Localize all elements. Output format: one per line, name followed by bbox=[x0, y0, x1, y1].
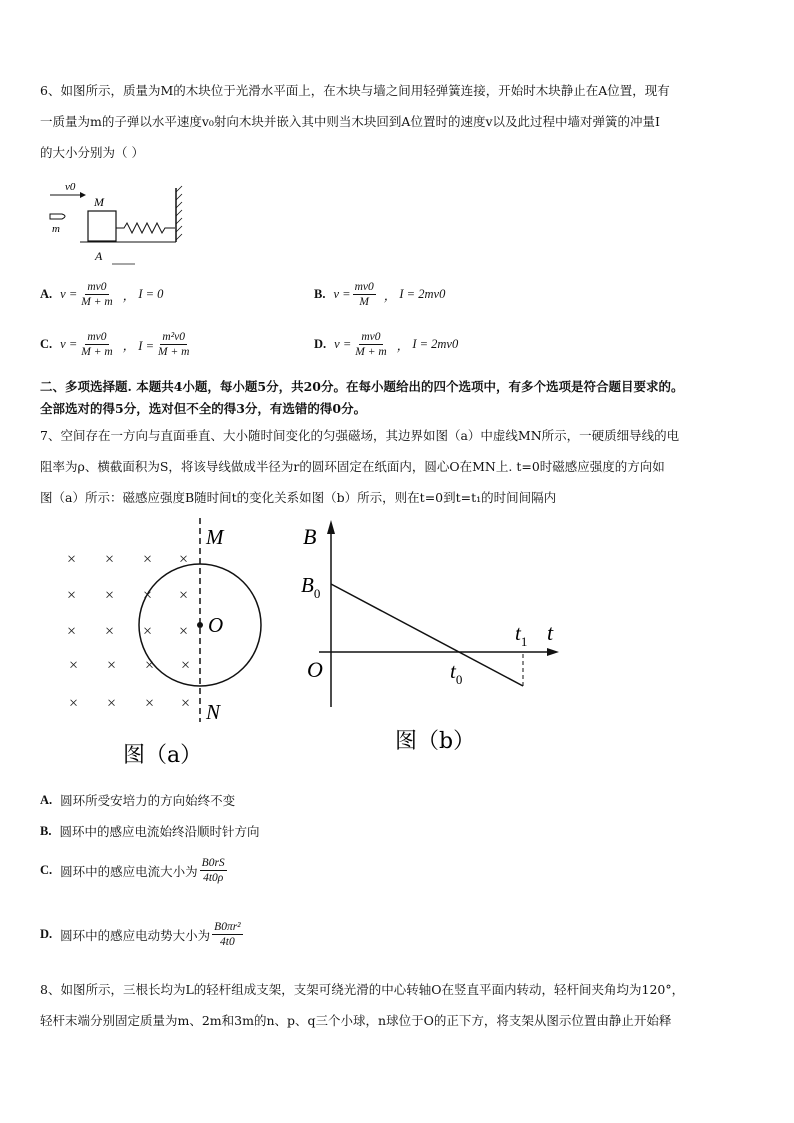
q6-figure bbox=[40, 178, 200, 270]
svg-text:×: × bbox=[105, 623, 115, 640]
fig-b-B-label: B bbox=[303, 524, 317, 549]
q6-line-2: 一质量为m的子弹以水平速度v₀射向木块并嵌入其中则当木块回到A位置时的速度v以及此过程中墙对弹簧的冲量I bbox=[40, 114, 660, 129]
fig-a-caption: 图（a） bbox=[123, 743, 203, 768]
svg-text:×: × bbox=[143, 587, 153, 604]
q7-line-2: 阻率为ρ、横截面积为S，将该导线做成半径为r的圆环固定在纸面内，圆心O在MN上. t=0时磁感应强度的方向如 bbox=[40, 459, 665, 474]
q7-option-c[interactable]: C. 圆环中的感应电流大小为 $\frac{B0rS}{4t0\rho}$ bbox=[40, 857, 225, 884]
section2-line-2: 全部选对的得5分，选对但不全的得3分，有选错的得0分。 bbox=[40, 401, 367, 416]
fig-a-N-label: N bbox=[206, 700, 221, 724]
svg-text:×: × bbox=[69, 695, 79, 712]
svg-text:×: × bbox=[143, 551, 153, 568]
svg-text:×: × bbox=[181, 657, 191, 674]
fig-b-t-label: t bbox=[547, 620, 554, 645]
fig6-M-label: M bbox=[94, 195, 104, 209]
svg-text:×: × bbox=[145, 695, 155, 712]
fig-b-t1-label: $t_1$ bbox=[515, 621, 528, 649]
fig6-A-label: A bbox=[95, 249, 103, 263]
svg-text:×: × bbox=[107, 657, 117, 674]
q6-option-b[interactable]: B. v = $\frac{mv0}{M}$ ， I = 2mv0 bbox=[314, 281, 446, 308]
q6-line-1: 6、如图所示，质量为M的木块位于光滑水平面上，在木块与墙之间用轻弹簧连接，开始时木块静止在A位置，现有 bbox=[40, 83, 670, 98]
fig-a-O-label: O bbox=[208, 613, 224, 637]
fig-b-t0-label: $t_0$ bbox=[450, 659, 463, 687]
svg-text:×: × bbox=[105, 551, 115, 568]
fig6-m-label: m bbox=[52, 223, 60, 235]
q7-figure-b bbox=[295, 512, 575, 762]
q7-line-3: 图（a）所示：磁感应强度B随时间t的变化关系如图（b）所示，则在t=0到t=t₁的时间间隔内 bbox=[40, 490, 557, 505]
svg-text:×: × bbox=[179, 587, 189, 604]
q7-option-d[interactable]: D. 圆环中的感应电动势大小为 $\frac{\text{B0πr²}}{4t0}$ bbox=[40, 921, 241, 948]
q6-option-d[interactable]: D. v = $\frac{mv0}{M + m}$ ， I = 2mv0 bbox=[314, 331, 459, 358]
q6-line-3: 的大小分别为（ ） bbox=[40, 145, 144, 160]
fig-b-caption: 图（b） bbox=[395, 729, 476, 754]
fig6-v0-label: v0 bbox=[65, 181, 76, 193]
svg-text:×: × bbox=[105, 587, 115, 604]
svg-text:×: × bbox=[67, 623, 77, 640]
svg-text:×: × bbox=[67, 551, 77, 568]
fig-b-O-label: O bbox=[307, 657, 323, 682]
q7-option-b[interactable]: B. 圆环中的感应电流始终沿顺时针方向 bbox=[40, 823, 260, 839]
svg-text:×: × bbox=[67, 587, 77, 604]
svg-text:×: × bbox=[107, 695, 117, 712]
q7-line-1: 7、空间存在一方向与直面垂直、大小随时间变化的匀强磁场，其边界如图（a）中虚线MN所示，一硬质细导线的电 bbox=[40, 428, 680, 443]
section2-line-1: 二、多项选择题. 本题共4小题，每小题5分，共20分。在每小题给出的四个选项中，有多个选项是符合题目要求的。 bbox=[40, 379, 684, 394]
fig-a-M-label: M bbox=[206, 525, 224, 549]
svg-text:×: × bbox=[179, 551, 189, 568]
q7-option-a[interactable]: A. 圆环所受安培力的方向始终不变 bbox=[40, 792, 236, 808]
q7-figure-a bbox=[55, 512, 275, 772]
svg-text:×: × bbox=[181, 695, 191, 712]
q8-line-2: 轻杆末端分别固定质量为m、2m和3m的n、p、q三个小球，n球位于O的正下方，将支架从图示位置由静止开始释 bbox=[40, 1013, 672, 1028]
q6-option-c[interactable]: C. v = $\frac{mv0}{M + m}$ ， I = $\frac{\text{m²v0}}{M + m}$ bbox=[40, 331, 190, 358]
svg-text:×: × bbox=[143, 623, 153, 640]
svg-text:×: × bbox=[145, 657, 155, 674]
q6-option-a[interactable]: A. v = $\frac{mv0}{M + m}$ ， I = 0 bbox=[40, 281, 164, 308]
q8-line-1: 8、如图所示，三根长均为L的轻杆组成支架，支架可绕光滑的中心转轴O在竖直平面内转动，轻杆间夹角均为120°， bbox=[40, 982, 685, 997]
fig-b-B0-label: $B_0$ bbox=[301, 573, 321, 601]
svg-text:×: × bbox=[179, 623, 189, 640]
svg-text:×: × bbox=[69, 657, 79, 674]
